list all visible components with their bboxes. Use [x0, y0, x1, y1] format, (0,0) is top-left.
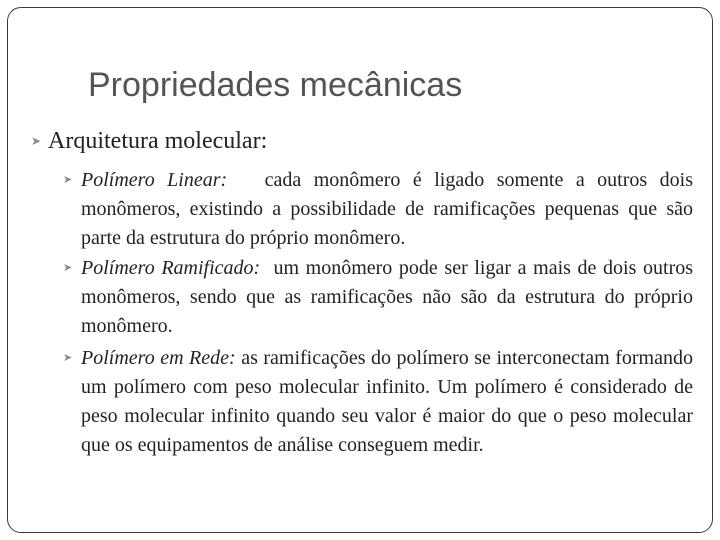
item-term: Polímero em Rede:: [81, 347, 236, 369]
list-item-rede: [63, 344, 693, 460]
item-term: Polímero Linear:: [81, 169, 228, 191]
item-text: as ramificações do polímero se interconectam formando um polímero com peso molecular infinito. Um polímero é considerado de peso molecular infinito quando seu valor é maior do que o peso molecular que os equipamentos de análise conseguem medir.: [81, 347, 693, 456]
section-heading: [31, 128, 268, 155]
section-heading-text: Arquitetura molecular:: [48, 128, 268, 154]
list-item-ramificado: [63, 254, 694, 341]
arrow-bullet-icon: ➤: [63, 174, 73, 186]
item-text: cada monômero é ligado somente a outros dois monômeros, existindo a possibilidade de ramificações pequenas que são parte da estrutura do próprio monômero.: [81, 169, 694, 249]
item-text: um monômero pode ser ligar a mais de dois outros monômeros, sendo que as ramificações não são da estrutura do próprio monômero.: [81, 257, 694, 337]
arrow-bullet-icon: ➤: [31, 134, 42, 148]
arrow-bullet-icon: ➤: [63, 262, 73, 274]
slide-title: Propriedades mecânicas: [88, 66, 463, 104]
item-term: Polímero Ramificado:: [81, 257, 261, 279]
slide-frame: [7, 7, 713, 533]
arrow-bullet-icon: ➤: [63, 352, 73, 364]
list-item-linear: [63, 166, 694, 253]
